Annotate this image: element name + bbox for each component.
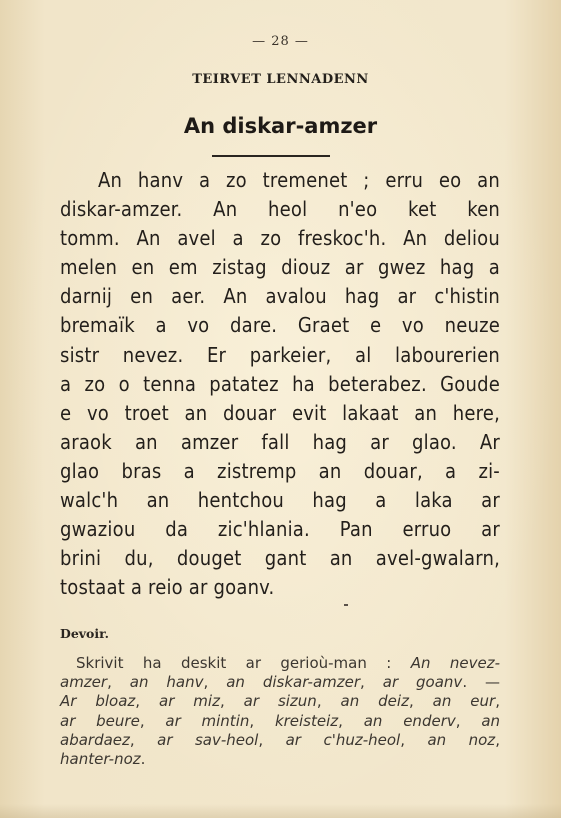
- vocabulary-term: ar sizun: [243, 692, 317, 711]
- exercise-text-run: Skrivit ha deskit ar gerioù-man :: [76, 654, 411, 672]
- vocabulary-term: abardaez: [60, 730, 130, 749]
- vocabulary-term: ar sav-heol: [157, 730, 259, 749]
- exercise-line: [60, 731, 500, 750]
- paragraph-line: brini du, douget gant an avel-gwalarn,: [60, 546, 500, 571]
- exercise-text-run: ,: [495, 730, 500, 749]
- exercise-line: [60, 750, 500, 769]
- paragraph-line: bremaïk a vo dare. Graet e vo neuze: [60, 313, 500, 338]
- vocabulary-term: kreisteiz: [274, 711, 339, 730]
- vocabulary-term: ar beure: [60, 711, 140, 730]
- exercise-line: [60, 712, 500, 731]
- exercise-line: [60, 692, 500, 711]
- exercise-text-run: ,: [258, 730, 286, 749]
- exercise-text-run: ,: [107, 673, 130, 692]
- vocabulary-term: an eur: [432, 692, 496, 711]
- exercise-text-run: ,: [495, 692, 500, 711]
- exercise-text-run: .: [140, 749, 146, 768]
- paragraph-line: sistr nevez. Er parkeier, al labourerien: [60, 342, 500, 367]
- vocabulary-term: ar mintin: [165, 711, 250, 730]
- paragraph-line: e vo troet an douar evit lakaat an here,: [60, 400, 500, 425]
- exercise-line: [60, 654, 500, 673]
- vocabulary-term: an deiz: [340, 692, 409, 711]
- exercise-text: [60, 654, 500, 769]
- vocabulary-term: an noz: [427, 730, 496, 749]
- paragraph-line: melen en em zistag diouz ar gwez hag a: [60, 255, 500, 280]
- vocabulary-term: an enderv: [363, 711, 456, 730]
- paragraph-line: tostaat a reio ar goanv.: [60, 575, 275, 600]
- title-underline-rule: [212, 155, 330, 157]
- exercise-text-run: ,: [249, 711, 275, 730]
- paragraph-line: araok an amzer fall hag ar glao. Ar: [60, 429, 500, 454]
- running-head: TEIRVET LENNADENN: [192, 72, 369, 87]
- exercise-label: Devoir.: [60, 626, 109, 641]
- vocabulary-term: An nevez-: [410, 654, 501, 672]
- exercise-text-run: ,: [129, 730, 158, 749]
- chapter-title: An diskar-amzer: [183, 114, 378, 138]
- exercise-text-run: ,: [139, 711, 166, 730]
- page-edge-shadow: [0, 804, 561, 818]
- exercise-text-run: ,: [219, 692, 244, 711]
- paragraph-line: An hanv a zo tremenet ; erru eo an: [98, 168, 500, 192]
- exercise-text-run: ,: [338, 711, 364, 730]
- vocabulary-term: amzer: [60, 673, 108, 692]
- paragraph-line: diskar-amzer. An heol n'eo ket ken: [60, 197, 500, 222]
- exercise-text-run: ,: [360, 673, 383, 692]
- vocabulary-term: ar c'huz-heol: [285, 730, 401, 749]
- exercise-line: [60, 673, 500, 692]
- vocabulary-term: ar miz: [159, 692, 220, 711]
- exercise-text-run: . —: [462, 673, 501, 692]
- exercise-text-run: ,: [203, 673, 227, 692]
- exercise-text-run: ,: [408, 692, 433, 711]
- exercise-text-run: ,: [135, 692, 159, 711]
- paragraph-line: a zo o tenna patatez ha beterabez. Goude: [60, 371, 500, 396]
- vocabulary-term: an hanv: [129, 673, 204, 692]
- exercise-text-run: ,: [400, 730, 428, 749]
- main-paragraph: [60, 166, 500, 602]
- page-number: — 28 —: [252, 34, 309, 49]
- paragraph-line: gwaziou da zic'hlania. Pan erruo ar: [60, 517, 500, 542]
- vocabulary-term: hanter-noz: [60, 749, 141, 768]
- vocabulary-term: ar goanv: [382, 673, 463, 692]
- exercise-text-run: ,: [316, 692, 341, 711]
- vocabulary-term: an diskar-amzer: [226, 673, 361, 692]
- paragraph-line: darnij en aer. An avalou hag ar c'histin: [60, 284, 500, 309]
- paragraph-line: tomm. An avel a zo freskoc'h. An deliou: [60, 226, 500, 251]
- stray-print-mark: [344, 604, 348, 606]
- vocabulary-term: an: [481, 711, 501, 730]
- paragraph-line: walc'h an hentchou hag a laka ar: [60, 488, 500, 513]
- exercise-text-run: ,: [455, 711, 482, 730]
- vocabulary-term: Ar bloaz: [60, 692, 136, 711]
- paragraph-line: glao bras a zistremp an douar, a zi-: [60, 458, 500, 483]
